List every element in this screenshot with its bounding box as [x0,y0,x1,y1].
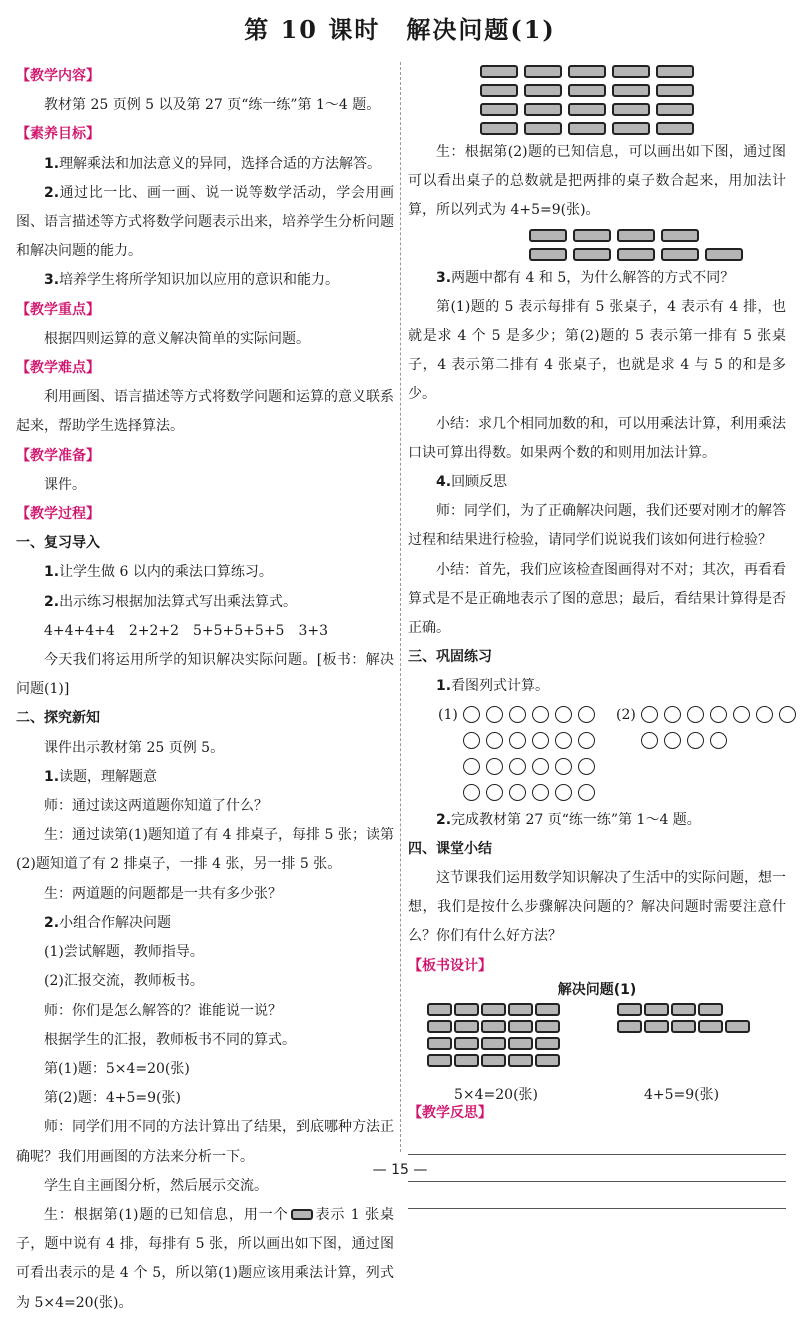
left-column [16,62,394,1318]
desk-icon [508,1020,533,1033]
student-line: 生：通过读第(1)题知道了有 4 排桌子，每排 5 张；读第(2)题知道了有 2 排桌子，一排 4 张，另一排 5 张。 [16,827,394,873]
desk-icon [725,1020,750,1033]
circle-icon [733,706,750,723]
circle-icon [486,784,503,801]
circle-icon [687,732,704,749]
desk-icon [617,1003,642,1016]
goal-1: 1.理解乘法和加法意义的异同，选择合适的方法解答。 [44,155,382,172]
desk-icon [612,122,650,135]
page-title: 第 10 课时 解决问题(1) [244,15,556,44]
desk-icon [617,1020,642,1033]
board-title: 解决问题(1) [557,981,637,998]
circle-icon [509,706,526,723]
circle-figures [408,702,786,806]
equation-2: 第(2)题：4+5=9(张) [44,1090,181,1107]
desk-icon [481,1003,506,1016]
circle-icon [555,784,572,801]
desk-icon [524,122,562,135]
preparation: 课件。 [44,476,86,493]
circle-icon [664,706,681,723]
step-2b: (2)汇报交流，教师板书。 [44,973,204,990]
circle-icon [486,706,503,723]
desk-icon [568,65,606,78]
desk-icon [568,84,606,97]
circle-icon [555,758,572,775]
desk-icon [661,229,699,242]
circle-icon [509,758,526,775]
desk-icon [698,1003,723,1016]
page-number: — 15 — [372,1162,428,1178]
desk-icon [612,103,650,116]
desk-icon [644,1020,669,1033]
step-3-summary: 小结：求几个相同加数的和，可以用乘法计算，利用乘法口诀可算出得数。如果两个数的和则用加法计算。 [408,415,786,461]
circle-icon [463,706,480,723]
circle-icon [641,732,658,749]
circle-icon [555,706,572,723]
desk-icon [508,1037,533,1050]
circle-icon [779,706,796,723]
desk-icon [480,122,518,135]
circle-icon [555,732,572,749]
teacher-line: 师：通过读这两道题你知道了什么？ [44,798,268,815]
key-point: 根据四则运算的意义解决简单的实际问题。 [44,330,310,347]
label-difficulty: 【教学难点】 [16,360,100,377]
desk-icon [524,65,562,78]
circle-icon [532,706,549,723]
goal-3: 3.培养学生将所学知识加以应用的意识和能力。 [44,272,340,289]
label-process: 【教学过程】 [16,506,100,523]
desk-icon [656,84,694,97]
label-board-design: 【板书设计】 [408,957,492,974]
explore-step-1: 1.读题，理解题意 [44,768,158,785]
circle-icon [578,732,595,749]
circle-icon [578,784,595,801]
desk-icon [656,122,694,135]
section-explore: 二、探究新知 [16,710,100,727]
circle-icon [578,758,595,775]
circle-icon [509,732,526,749]
blank-line [408,1208,786,1209]
circle-icon [664,732,681,749]
desk-icon [617,229,655,242]
desk-icon [524,103,562,116]
practice-2: 2.完成教材第 27 页“练一练”第 1～4 题。 [436,811,701,828]
desk-icon [508,1003,533,1016]
board-equation-2: 4+5=9(张) [644,1086,720,1103]
circle-icon [463,732,480,749]
desk-icon [661,248,699,261]
teacher-line: 师：同学们，为了正确解决问题，我们还要对刚才的解答过程和结果进行检验，请同学们说说我们该如何进行检验？ [408,503,786,549]
desk-icon [671,1003,696,1016]
circle-icon [463,784,480,801]
circle-figure-2 [616,702,799,754]
right-column [408,62,786,1209]
review-expressions: 4+4+4+4 2+2+2 5+5+5+5+5 3+3 [44,622,329,639]
desk-icon [535,1054,560,1067]
desk-icon [454,1037,479,1050]
student-line: 生：根据第(2)题的已知信息，可以画出如下图，通过图可以看出桌子的总数就是把两排的桌子数合起来，用加法计算，所以列式为 4+5=9(张)。 [408,144,786,219]
desk-icon [656,103,694,116]
desk-icon [524,84,562,97]
teacher-line: 根据学生的汇报，教师板书不同的算式。 [44,1031,296,1048]
step-3-answer: 第(1)题的 5 表示每排有 5 张桌子，4 表示有 4 排，也就是求 4 个 5 是多少；第(2)题的 5 表示第一排有 5 张桌子，4 表示第二排有 4 张桌子，也就是求 4 与 5 的和是多少。 [408,298,786,403]
teacher-line: 师：你们是怎么解答的？谁能说一说？ [44,1002,282,1019]
desk-icon [480,103,518,116]
label-reflection: 【教学反思】 [408,1104,492,1121]
desk-icon [568,103,606,116]
desk-icon [427,1037,452,1050]
desk-icon [705,248,743,261]
desk-icon [529,248,567,261]
explore-step-4: 4.回顾反思 [436,474,508,491]
desk-icon [617,248,655,261]
circle-icon [756,706,773,723]
desk-grid-4x5 [388,62,786,138]
desk-icon [644,1003,669,1016]
desk-icon [535,1020,560,1033]
desk-icon [454,1003,479,1016]
label-teaching-content: 【教学内容】 [16,68,100,84]
figure-label: (1) [438,706,458,723]
label-goals: 【素养目标】 [16,126,100,143]
review-1: 1.让学生做 6 以内的乘法口算练习。 [44,564,273,581]
explore-intro: 课件出示教材第 25 页例 5。 [44,739,225,756]
step-2a: (1)尝试解题，教师指导。 [44,944,204,961]
circle-icon [578,706,595,723]
circle-icon [463,758,480,775]
desk-icon [529,229,567,242]
desk-icon [671,1020,696,1033]
desk-icon [568,122,606,135]
circle-icon [641,706,658,723]
circle-icon [532,758,549,775]
desk-icon [291,1209,313,1220]
figure-label: (2) [616,706,636,723]
section-review: 一、复习导入 [16,535,100,552]
circle-icon [687,706,704,723]
circle-icon [486,732,503,749]
student-line: 生：两道题的问题都是一共有多少张？ [44,885,282,902]
board-grid-2 [616,1001,751,1035]
desk-icon [454,1020,479,1033]
explore-step-3: 3.两题中都有 4 和 5，为什么解答的方式不同？ [436,269,735,286]
column-divider [400,62,401,1152]
desk-icon [535,1037,560,1050]
blank-line [408,1181,786,1182]
review-2: 2.出示练习根据加法算式写出乘法算式。 [44,593,298,610]
label-key-point: 【教学重点】 [16,301,100,318]
desk-grid-5-4 [526,226,786,264]
circle-icon [710,706,727,723]
circle-icon [509,784,526,801]
equation-1: 第(1)题：5×4=20(张) [44,1060,190,1077]
board-equation-1: 5×4=20(张) [454,1086,539,1103]
circle-icon [710,732,727,749]
goal-2: 2.通过比一比、画一画、说一说等数学活动，学会用画图、语言描述等方式将数学问题表示出来，培养学生分析问题和解决问题的能力。 [16,184,394,260]
desk-icon [573,229,611,242]
desk-icon [427,1054,452,1067]
teaching-content: 教材第 25 页例 5 以及第 27 页“练一练”第 1～4 题。 [44,97,381,114]
desk-icon [573,248,611,261]
circle-figure-1 [438,702,598,806]
student-line: 生：根据第(1)题的已知信息，用一个 表示 1 张桌子，题中说有 4 排，每排有 5 张，所以画出如下图，通过图可看出表示的是 4 个 5，所以第(1)题应该用乘法计算，列式为 5×4=20(张)。 [16,1206,394,1311]
teacher-line: 学生自主画图分析，然后展示交流。 [44,1177,268,1194]
board-grid-1 [426,1001,561,1069]
difficulty: 利用画图、语言描述等方式将数学问题和运算的意义联系起来，帮助学生选择算法。 [16,389,394,435]
section-practice: 三、巩固练习 [408,649,492,666]
circle-icon [532,732,549,749]
circle-icon [486,758,503,775]
desk-icon [480,84,518,97]
desk-icon [698,1020,723,1033]
desk-icon [481,1054,506,1067]
desk-icon [612,65,650,78]
section-summary: 四、课堂小结 [408,840,492,857]
review-today: 今天我们将运用所学的知识解决实际问题。[板书：解决问题(1)] [16,652,394,698]
desk-icon [480,65,518,78]
board-design [408,981,786,1103]
desk-icon [427,1003,452,1016]
desk-icon [427,1020,452,1033]
desk-icon [481,1020,506,1033]
desk-icon [535,1003,560,1016]
practice-1: 1.看图列式计算。 [436,678,550,695]
teacher-line: 师：同学们用不同的方法计算出了结果，到底哪种方法正确呢？我们用画图的方法来分析一下。 [16,1119,394,1165]
label-preparation: 【教学准备】 [16,447,100,464]
step-4-summary: 小结：首先，我们应该检查图画得对不对；其次，再看看算式是不是正确地表示了图的意思；最后，看结果计算得是否正确。 [408,561,786,637]
explore-step-2: 2.小组合作解决问题 [44,914,172,931]
summary-text: 这节课我们运用数学知识解决了生活中的实际问题，想一想，我们是按什么步骤解决问题的？解决问题时需要注意什么？你们有什么好方法？ [408,870,786,945]
desk-icon [481,1037,506,1050]
desk-icon [656,65,694,78]
desk-icon [454,1054,479,1067]
desk-icon [508,1054,533,1067]
blank-line [408,1154,786,1155]
circle-icon [532,784,549,801]
desk-icon [612,84,650,97]
